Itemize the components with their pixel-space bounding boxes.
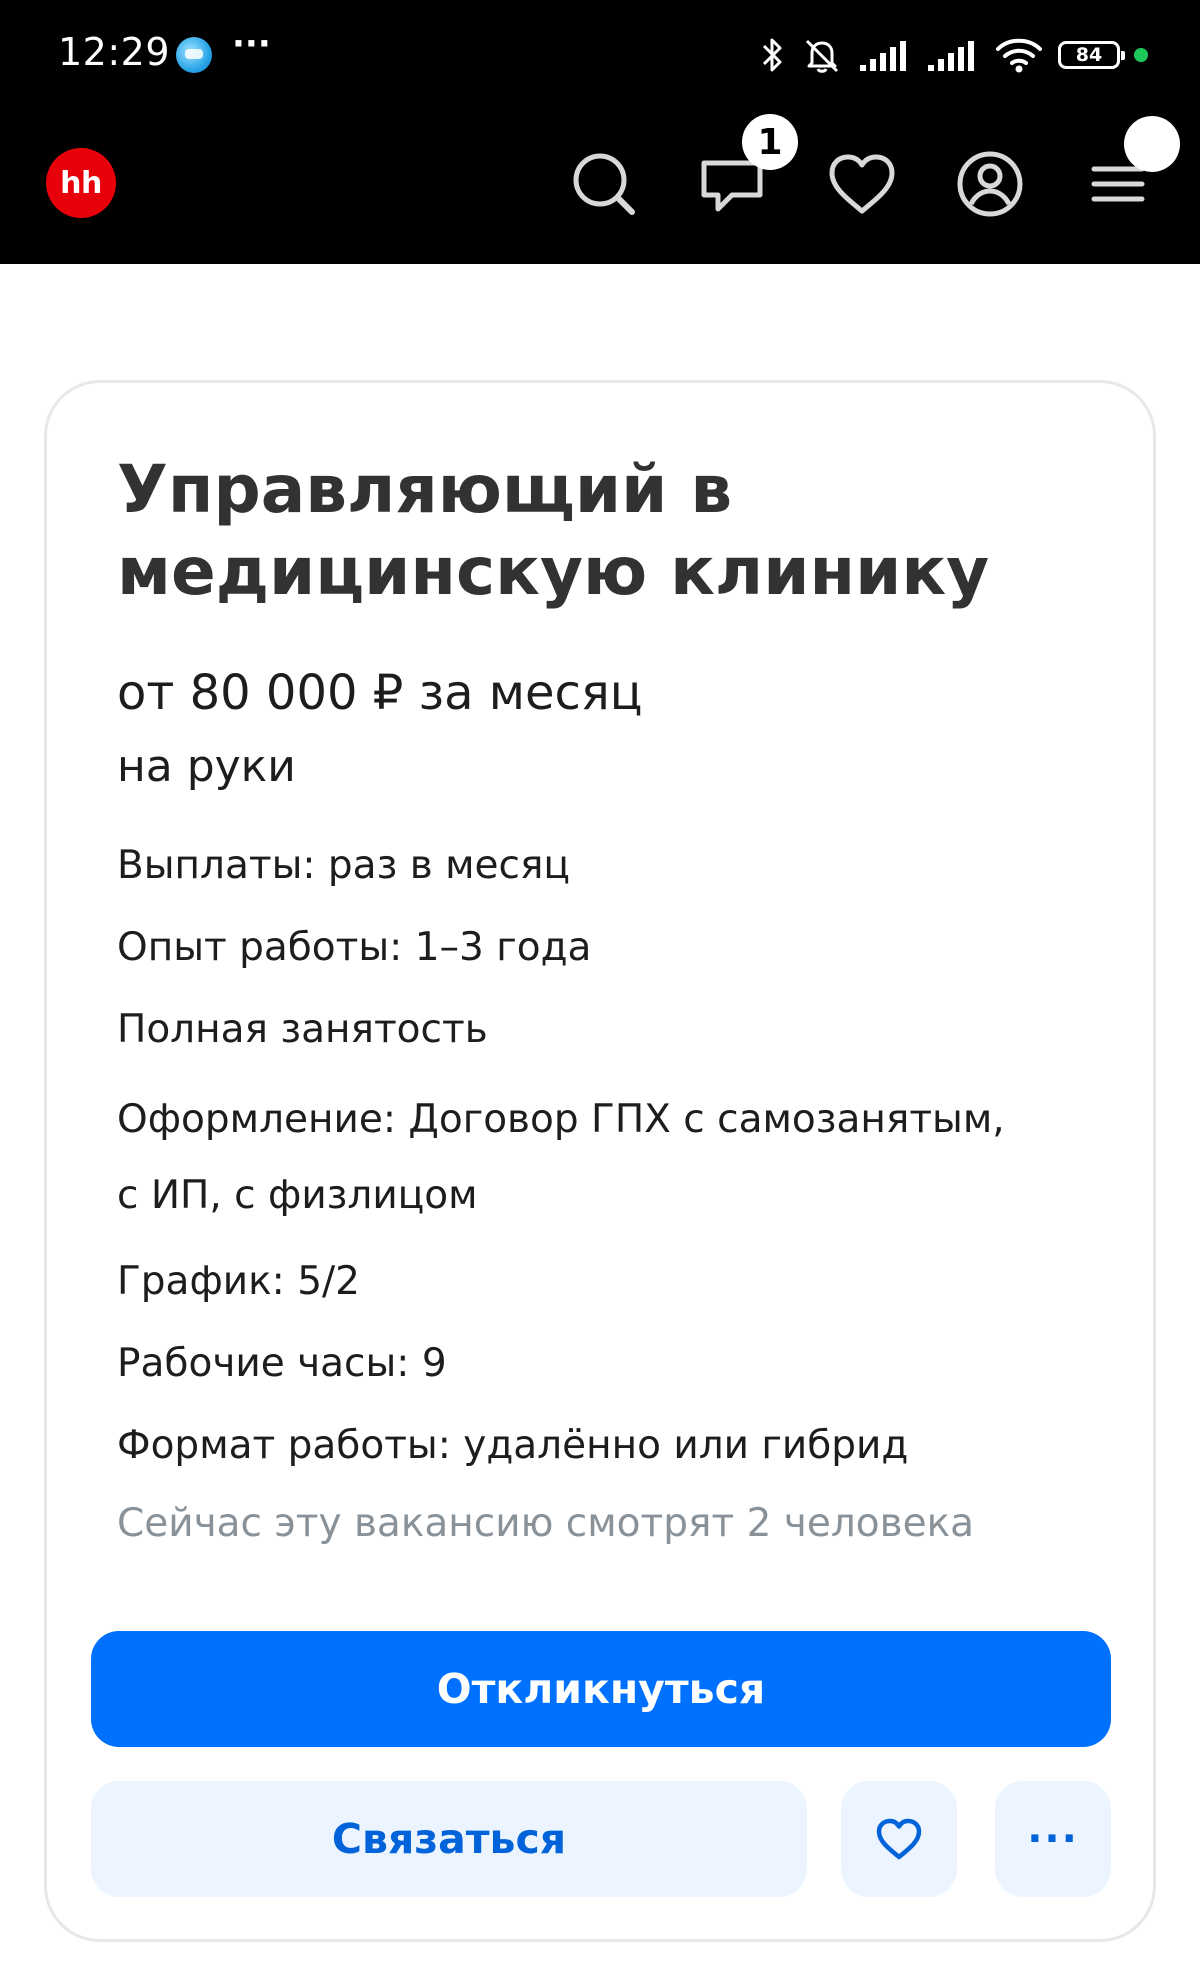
schedule-info: График: 5/2 bbox=[117, 1259, 360, 1304]
mute-icon bbox=[800, 35, 844, 75]
heart-icon bbox=[874, 1816, 924, 1862]
payments-info: Выплаты: раз в месяц bbox=[117, 843, 570, 888]
menu-notification-dot bbox=[1124, 116, 1180, 172]
status-bar bbox=[0, 0, 1200, 110]
profile-icon bbox=[954, 148, 1026, 220]
battery-icon bbox=[1058, 41, 1120, 69]
signal-icon bbox=[858, 37, 912, 73]
viewers-count: Сейчас эту вакансию смотрят 2 человека bbox=[117, 1501, 975, 1546]
more-options-button[interactable] bbox=[995, 1781, 1111, 1897]
battery-level: 84 bbox=[1075, 44, 1103, 66]
messages-badge: 1 bbox=[742, 114, 798, 170]
search-icon bbox=[569, 149, 639, 219]
vacancy-title: Управляющий в медицинскую клинику bbox=[117, 451, 990, 610]
app-header bbox=[0, 110, 1200, 264]
status-icons bbox=[760, 30, 1148, 80]
contract-info-line2: с ИП, с физлицом bbox=[117, 1173, 478, 1218]
more-options-icon: ··· bbox=[1027, 1816, 1079, 1862]
employment-info: Полная занятость bbox=[117, 1007, 488, 1052]
more-notifications-indicator: ··· bbox=[232, 24, 271, 64]
favorite-button[interactable] bbox=[841, 1781, 957, 1897]
work-format-info: Формат работы: удалённо или гибрид bbox=[117, 1423, 909, 1468]
hh-logo[interactable] bbox=[46, 148, 116, 218]
hours-info: Рабочие часы: 9 bbox=[117, 1341, 447, 1386]
chat-app-icon bbox=[176, 37, 212, 73]
search-button[interactable] bbox=[566, 146, 642, 222]
favorites-button[interactable] bbox=[824, 146, 900, 222]
wifi-icon bbox=[994, 35, 1044, 75]
profile-button[interactable] bbox=[952, 146, 1028, 222]
salary-note: на руки bbox=[117, 741, 296, 792]
apply-button[interactable]: Откликнуться bbox=[91, 1631, 1111, 1747]
contact-button[interactable]: Связаться bbox=[91, 1781, 807, 1897]
status-time: 12:29 bbox=[58, 30, 171, 74]
experience-info: Опыт работы: 1–3 года bbox=[117, 925, 592, 970]
heart-icon bbox=[826, 151, 898, 217]
green-dot-indicator bbox=[1134, 48, 1148, 62]
vacancy-card bbox=[44, 380, 1156, 1942]
bluetooth-icon bbox=[760, 35, 786, 75]
signal-icon bbox=[926, 37, 980, 73]
contract-info-line1: Оформление: Договор ГПХ с самозанятым, bbox=[117, 1097, 1005, 1142]
logo-text: hh bbox=[60, 165, 102, 201]
vacancy-salary: от 80 000 ₽ за месяц bbox=[117, 665, 643, 721]
